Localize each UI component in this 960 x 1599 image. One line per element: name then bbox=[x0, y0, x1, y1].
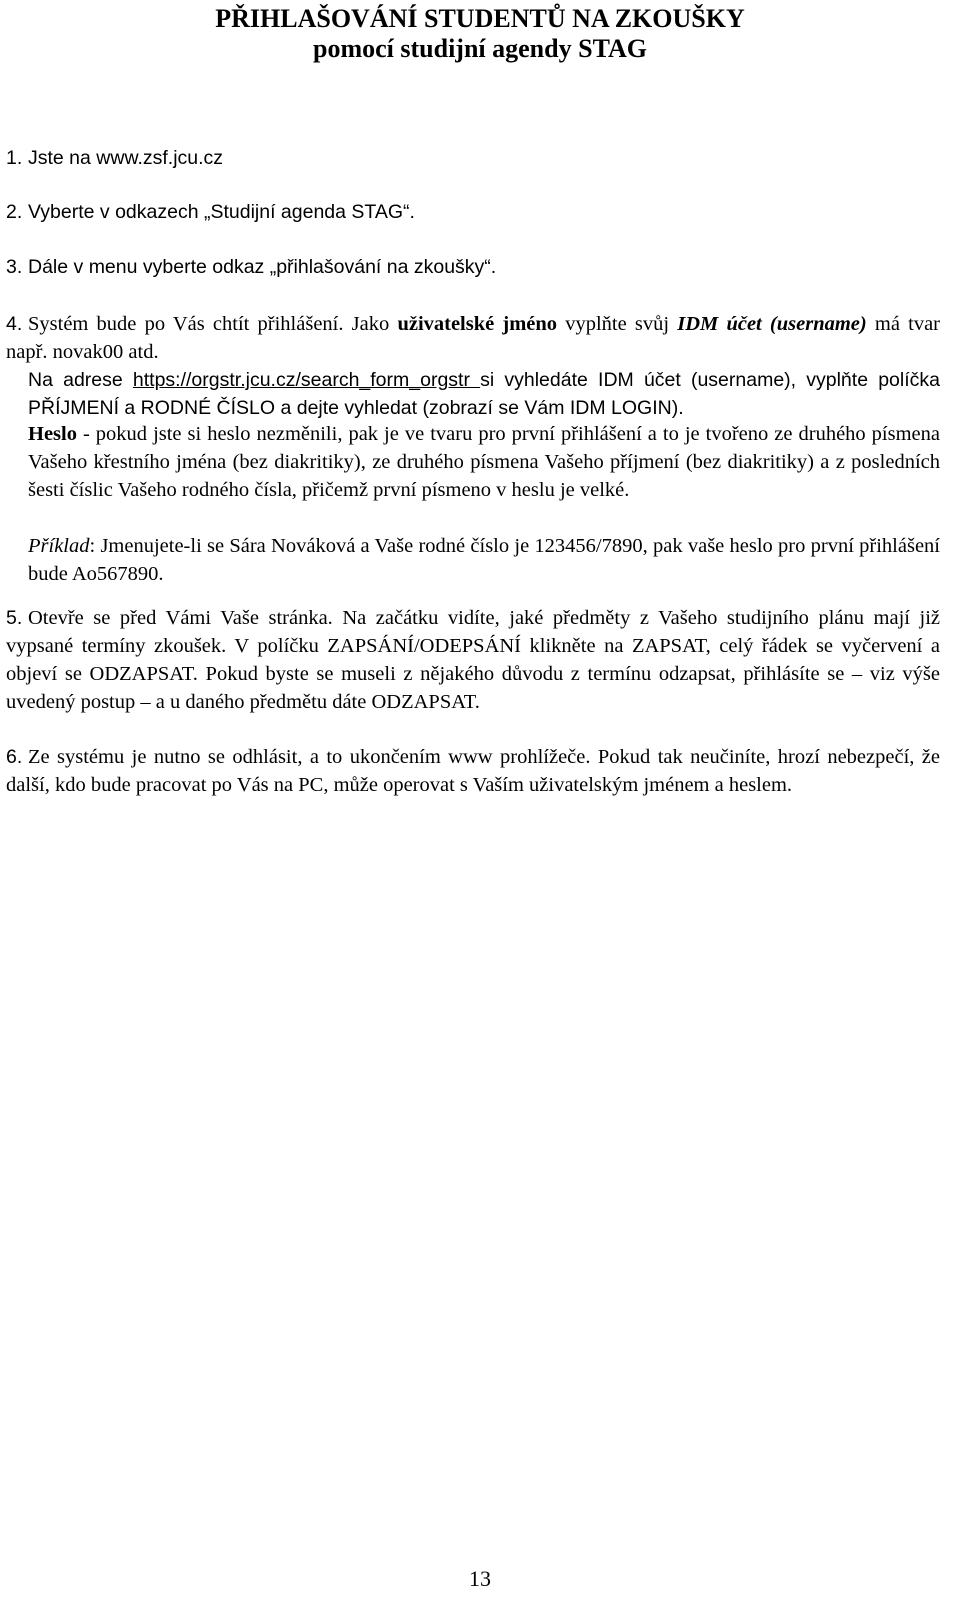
idm-lookup-prefix: Na adrese bbox=[28, 369, 133, 391]
step-1 bbox=[6, 144, 940, 172]
step-3-text: Dále v menu vyberte odkaz „přihlašování na zkoušky“. bbox=[28, 256, 497, 278]
idm-account-term: IDM účet (username) bbox=[677, 313, 867, 335]
step-6-number: 6. bbox=[6, 746, 23, 768]
step-4-text-e: má tvar např. novak00 atd. bbox=[6, 313, 941, 363]
step-5-number: 5. bbox=[6, 607, 23, 629]
page-subtitle: pomocí studijní agendy STAG bbox=[313, 34, 647, 63]
step-2-text: Vyberte v odkazech „Studijní agenda STAG“. bbox=[28, 201, 415, 223]
page-title: PŘIHLAŠOVÁNÍ STUDENTŮ NA ZKOUŠKY bbox=[215, 4, 745, 33]
step-4-text-a: Systém bude po Vás chtít přihlášení. Jako bbox=[28, 313, 398, 335]
step-4 bbox=[6, 310, 940, 366]
idm-lookup-paragraph bbox=[28, 366, 940, 422]
example-label: Příklad bbox=[28, 535, 90, 557]
step-6 bbox=[6, 743, 940, 799]
step-1-number: 1. bbox=[6, 147, 23, 169]
step-3-number: 3. bbox=[6, 256, 23, 278]
step-6-text: Ze systému je nutno se odhlásit, a to ukončením www prohlížeče. Pokud tak neučiníte, hrozí nebezpečí, že další, kdo bude pracovat po Vás na PC, může operovat s Vaším uživatelským jménem a heslem. bbox=[6, 746, 940, 796]
step-3 bbox=[6, 253, 940, 281]
orgstr-link[interactable]: https://orgstr.jcu.cz/search_form_orgstr bbox=[132, 369, 481, 391]
step-4-text-c: vyplňte svůj bbox=[557, 313, 678, 335]
example-paragraph bbox=[28, 532, 940, 588]
step-5-text: Otevře se před Vámi Vaše stránka. Na začátku vidíte, jaké předměty z Vašeho studijního plánu mají již vypsané termíny zkoušek. V políčku ZAPSÁNÍ/ODEPSÁNÍ klikněte na ZAPSAT, celý řádek se vyčervení a objeví se ODZAPSAT. Pokud byste se museli z nějakého důvodu z termínu odzapsat, přihlásíte se – viz výše uvedený postup – a u daného předmětu dáte ODZAPSAT. bbox=[6, 607, 940, 713]
step-4-number: 4. bbox=[6, 313, 23, 335]
step-2-number: 2. bbox=[6, 201, 23, 223]
example-text: : Jmenujete-li se Sára Nováková a Vaše rodné číslo je 123456/7890, pak vaše heslo pro první přihlášení bude Ao567890. bbox=[28, 535, 940, 585]
page-number: 13 bbox=[469, 1566, 491, 1591]
step-5 bbox=[6, 604, 940, 716]
step-1-text: Jste na www.zsf.jcu.cz bbox=[28, 147, 224, 169]
step-2 bbox=[6, 198, 940, 226]
password-paragraph bbox=[28, 420, 940, 504]
username-term: uživatelské jméno bbox=[397, 313, 558, 335]
idm-lookup-text: si vyhledáte IDM účet (username), vyplňte políčka PŘÍJMENÍ a RODNÉ ČÍSLO a dejte vyhledat (zobrazí se Vám IDM LOGIN). bbox=[28, 369, 940, 419]
password-label: Heslo bbox=[28, 423, 77, 445]
password-text: - pokud jste si heslo nezměnili, pak je ve tvaru pro první přihlášení a to je tvořeno ze druhého písmena Vašeho křestního jména (bez diakritiky), ze druhého písmena Vašeho příjmení (bez diakritiky) a z posledních šesti číslic Vašeho rodného čísla, přičemž první písmeno v heslu je velké. bbox=[28, 423, 940, 501]
